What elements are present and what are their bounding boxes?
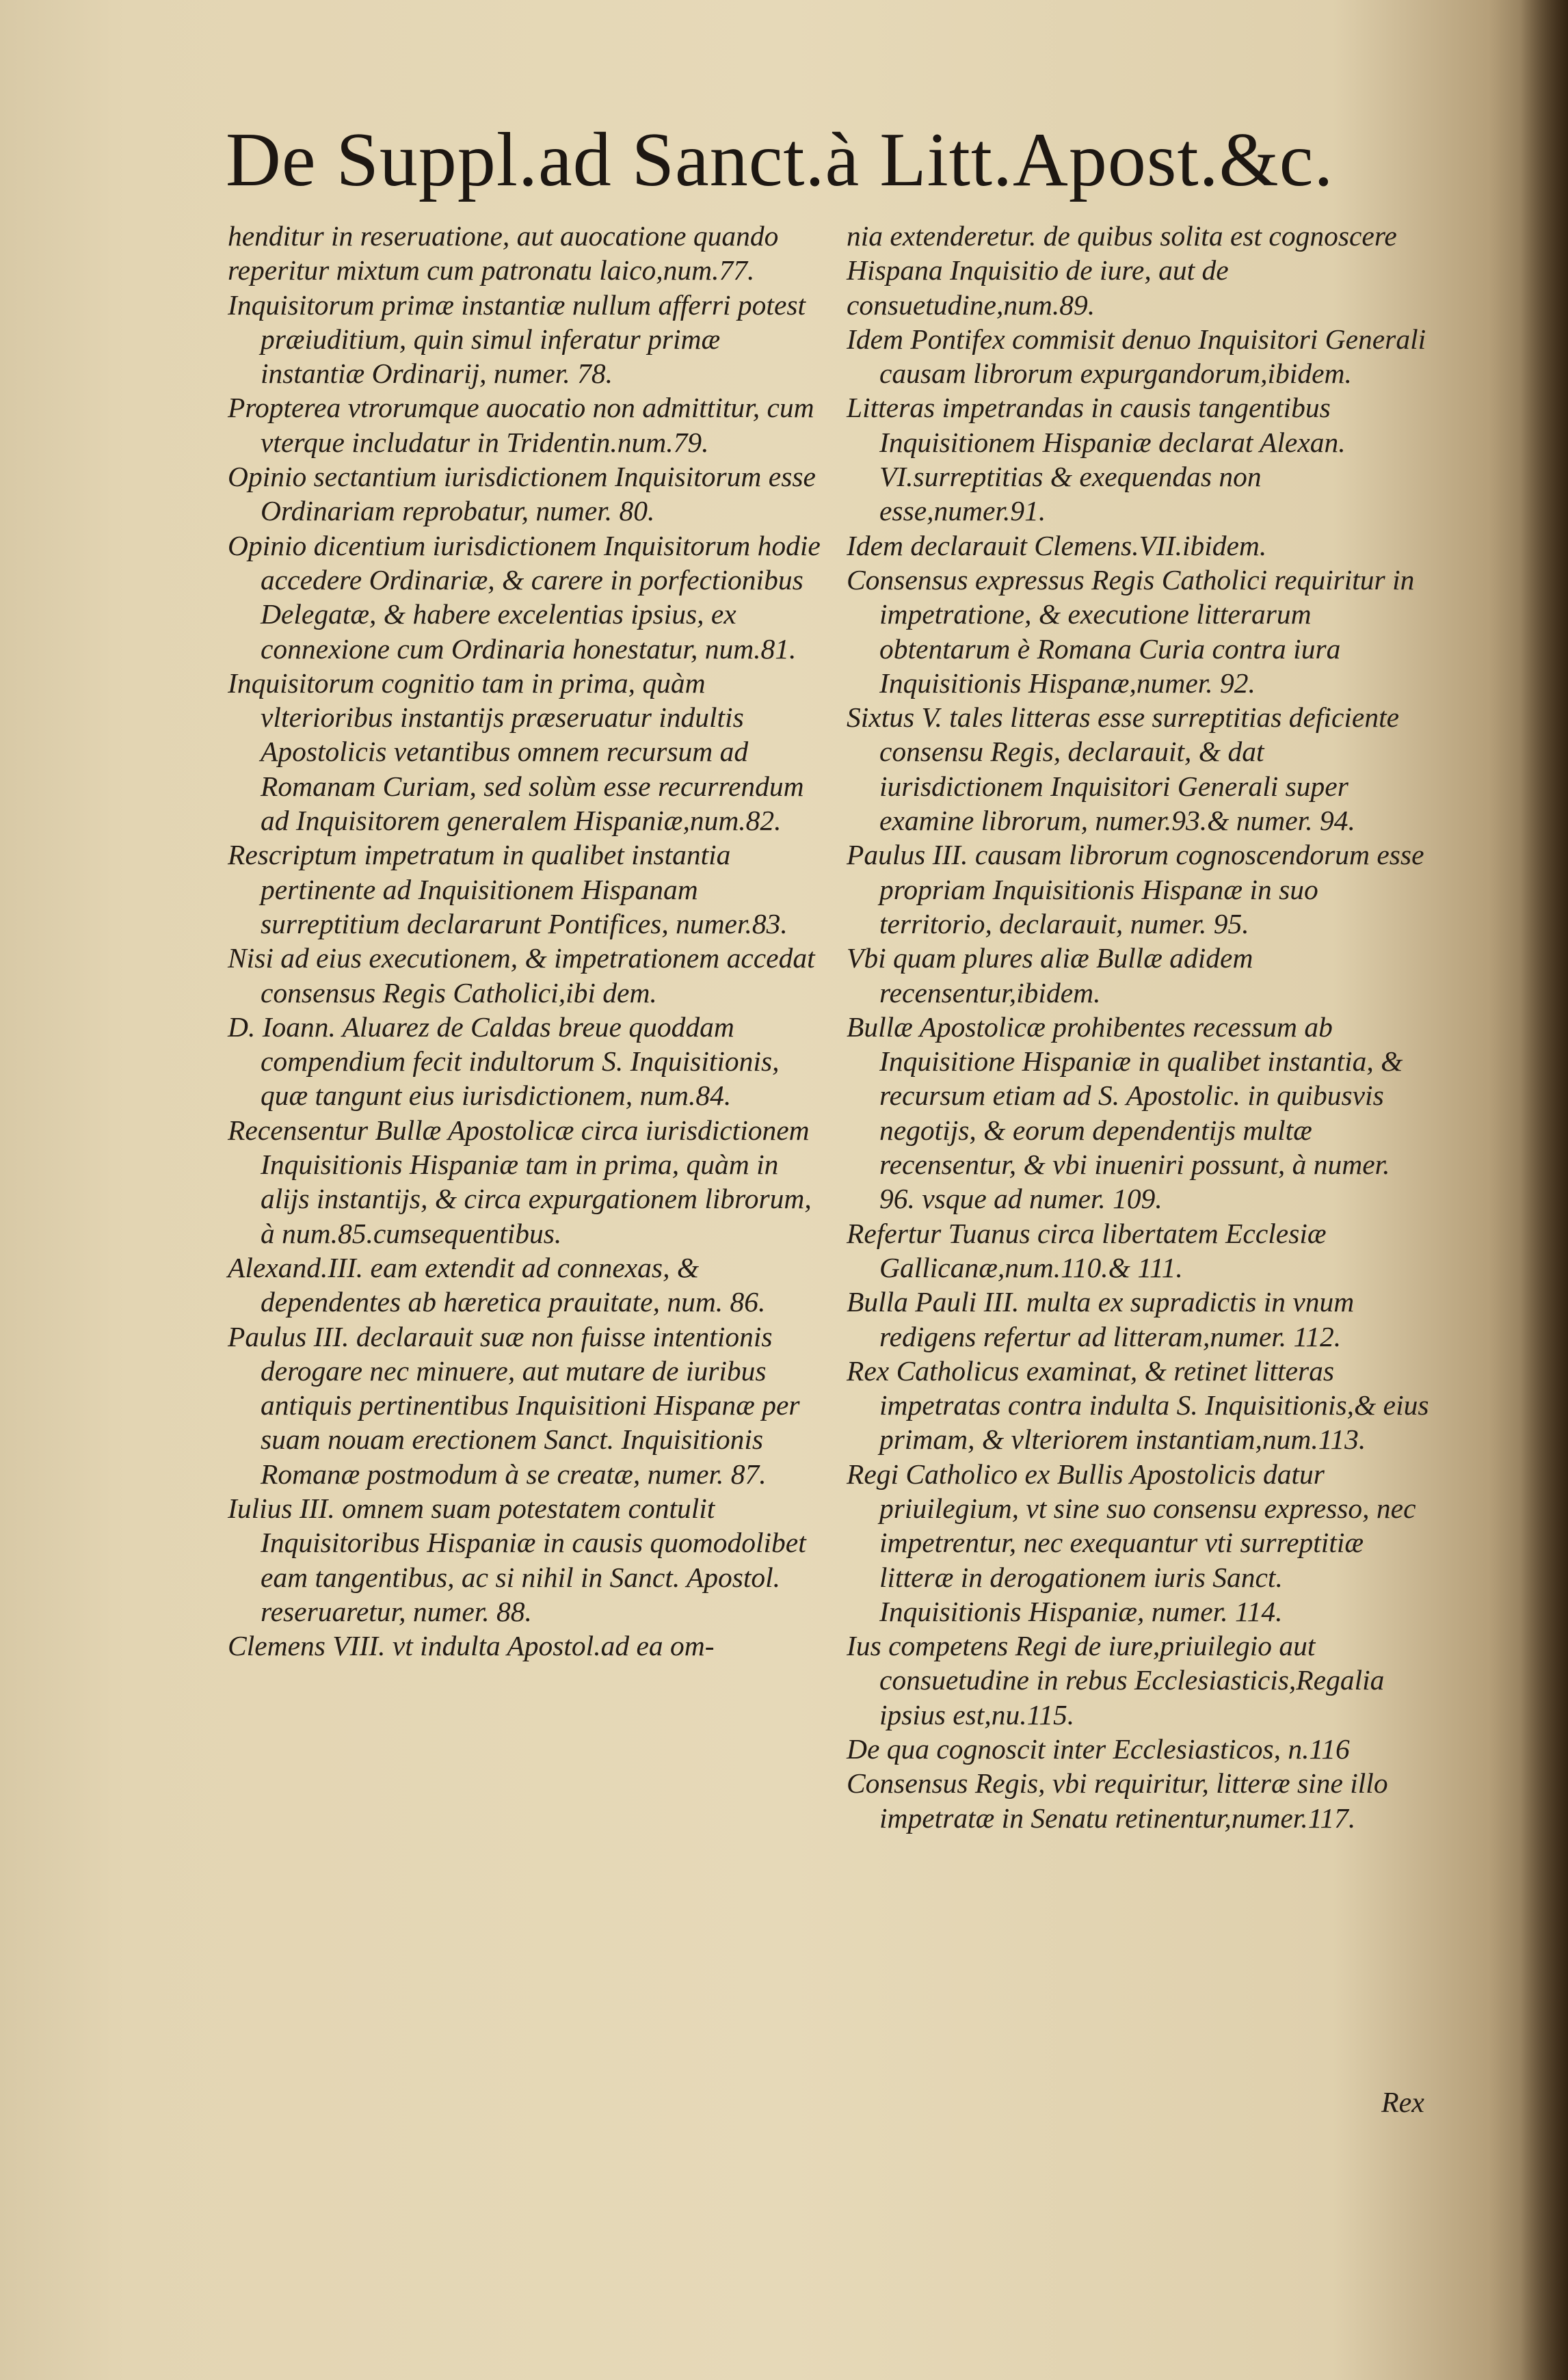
index-entry: Paulus III. declarauit suæ non fuisse intentionis derogare nec minuere, aut mutare de iuribus antiquis pertinentibus Inquisitioni Hispanæ per suam nouam erectionem Sanct. Inquisitionis Romanæ postmodum à se creatæ, numer. 87. <box>228 1320 800 1490</box>
index-entry: Propterea vtrorumque auocatio non admittitur, cum vterque includatur in Tridentin.num.79. <box>228 392 814 458</box>
index-entry: Iulius III. omnem suam potestatem contulit Inquisitoribus Hispaniæ in causis quomodolibet eam tangentibus, ac si nihil in Sanct. Apostol. reseruaretur, numer. 88. <box>228 1492 806 1627</box>
index-entry: Rex Catholicus examinat, & retinet litteras impetratas contra indulta S. Inquisitionis,& eius primam, & vlteriorem instantiam,num.113. <box>847 1354 1429 1456</box>
running-head: De Suppl.ad Sanct.à Litt.Apost.&c. <box>226 118 1334 202</box>
index-entry: Ius competens Regi de iure,priuilegio aut consuetudine in rebus Ecclesiasticis,Regalia ipsius est,nu.115. <box>847 1630 1385 1730</box>
index-entry: Alexand.III. eam extendit ad connexas, & dependentes ab hæretica prauitate, num. 86. <box>228 1251 766 1318</box>
index-entry: Regi Catholico ex Bullis Apostolicis datur priuilegium, vt sine suo consensu expresso, nec impetrentur, nec exequantur vti surreptitiæ litteræ in derogationem iuris Sanct. Inquisitionis Hispaniæ, numer. 114. <box>847 1458 1416 1627</box>
index-entry: D. Ioann. Aluarez de Caldas breue quoddam compendium fecit indultorum S. Inquisitionis, quæ tangunt eius iurisdictionem, num.84. <box>228 1011 780 1112</box>
page-gutter-shadow <box>1520 0 1568 2380</box>
index-entry: Vbi quam plures aliæ Bullæ adidem recensentur,ibidem. <box>847 942 1253 1008</box>
index-entry: Idem declarauit Clemens.VII.ibidem. <box>847 529 1267 561</box>
index-entry: Inquisitorum cognitio tam in prima, quàm vlterioribus instantijs præseruatur indultis Apostolicis vetantibus omnem recursum ad Romanam Curiam, sed solùm esse recurrendum ad Inquisitorem generalem Hispaniæ,num.82. <box>228 667 804 837</box>
index-entry: Paulus III. causam librorum cognoscendorum esse propriam Inquisitionis Hispanæ in suo territorio, declarauit, numer. 95. <box>847 839 1424 939</box>
index-entry: Opinio dicentium iurisdictionem Inquisitorum hodie accedere Ordinariæ, & carere in porfectionibus Delegatæ, & habere excelentias ipsius, ex connexione cum Ordinaria honestatur, num.81. <box>228 529 821 665</box>
index-entry: Sixtus V. tales litteras esse surreptitias deficiente consensu Regis, declarauit, & dat iurisdictionem Inquisitori Generali super examine librorum, numer.93.& numer. 94. <box>847 701 1400 837</box>
index-entry: Recensentur Bullæ Apostolicæ circa iurisdictionem Inquisitionis Hispaniæ tam in prima, quàm in alijs instantijs, & circa expurgationem librorum, à num.85.cumsequentibus. <box>228 1114 812 1249</box>
index-entry: Idem Pontifex commisit denuo Inquisitori Generali causam librorum expurgandorum,ibidem. <box>847 323 1426 390</box>
index-column-left <box>228 219 829 1663</box>
index-entry: Bulla Pauli III. multa ex supradictis in vnum redigens refertur ad litteram,numer. 112. <box>847 1286 1355 1352</box>
index-entry: Clemens VIII. vt indulta Apostol.ad ea om- <box>228 1630 715 1662</box>
index-entry: Nisi ad eius executionem, & impetrationem accedat consensus Regis Catholici,ibi dem. <box>228 942 815 1008</box>
index-entry: Opinio sectantium iurisdictionem Inquisitorum esse Ordinariam reprobatur, numer. 80. <box>228 461 816 527</box>
index-entry: Consensus expressus Regis Catholici requiritur in impetratione, & executione litterarum obtentarum è Romana Curia contra iura Inquisitionis Hispanæ,numer. 92. <box>847 563 1415 699</box>
index-entry: Rescriptum impetratum in qualibet instantia pertinente ad Inquisitionem Hispanam surreptitium declararunt Pontifices, numer.83. <box>228 839 788 939</box>
index-entry: nia extenderetur. de quibus solita est cognoscere Hispana Inquisitio de iure, aut de consuetudine,num.89. <box>847 220 1397 321</box>
index-entry: Bullæ Apostolicæ prohibentes recessum ab Inquisitione Hispaniæ in qualibet instantia, & recursum etiam ad S. Apostolic. in quibusvis negotijs, & eorum dependentijs multæ recensentur, & vbi inueniri possunt, à numer. 96. vsque ad numer. 109. <box>847 1011 1403 1215</box>
index-column-right <box>847 219 1431 1835</box>
catchword: Rex <box>1381 2087 1424 2119</box>
index-entry: De qua cognoscit inter Ecclesiasticos, n.116 <box>847 1733 1350 1765</box>
index-entry: Refertur Tuanus circa libertatem Ecclesiæ Gallicanæ,num.110.& 111. <box>847 1217 1327 1283</box>
index-entry: Litteras impetrandas in causis tangentibus Inquisitionem Hispaniæ declarat Alexan. VI.surreptitias & exequendas non esse,numer.91. <box>847 392 1346 527</box>
index-entry: henditur in reseruatione, aut auocatione quando reperitur mixtum cum patronatu laico,num.77. <box>228 220 779 286</box>
index-entry: Consensus Regis, vbi requiritur, litteræ sine illo impetratæ in Senatu retinentur,numer.117. <box>847 1767 1388 1834</box>
index-entry: Inquisitorum primæ instantiæ nullum afferri potest præiuditium, quin simul inferatur primæ instantiæ Ordinarij, numer. 78. <box>228 289 806 390</box>
